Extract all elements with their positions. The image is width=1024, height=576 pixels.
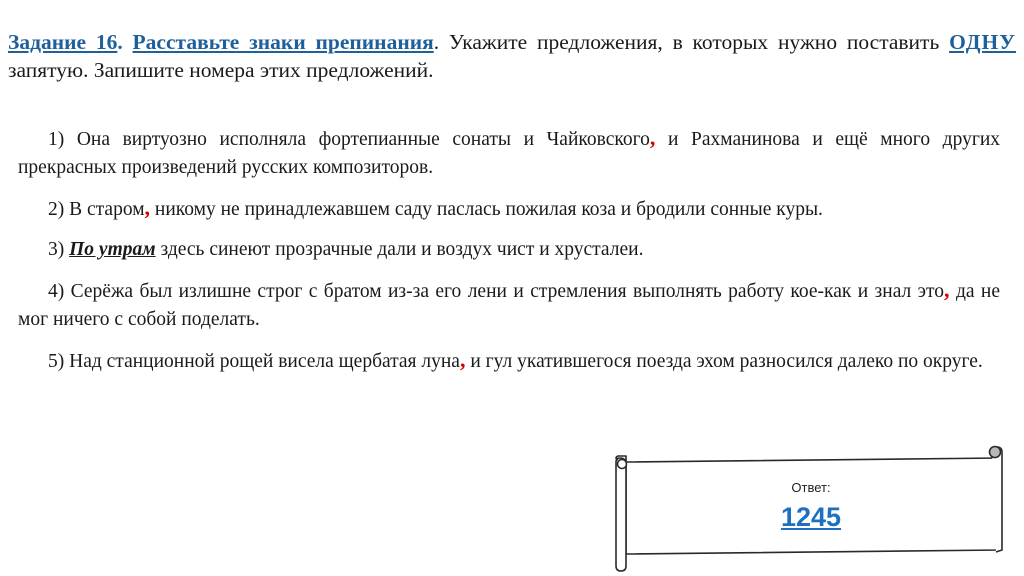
sentence-text: и гул укатившегося поезда эхом разносился далеко по округе. [465, 351, 983, 372]
sentence-text: 3) [48, 239, 70, 260]
emphasized-phrase: По утрам [69, 239, 156, 260]
task-intro-b: запятую. Запишите номера этих предложений. [8, 58, 434, 82]
sentence-item-5 [18, 346, 1000, 376]
sentence-text: и Рахманинова и ещё много других прекрасных произведений русских композиторов. [18, 129, 1000, 178]
sentence-text: 4) Серёжа был излишне строг с братом из-за его лени и стремления выполнять работу кое-как и знал это [48, 281, 945, 302]
answer-scroll [612, 438, 1010, 572]
sentence-text: 5) Над станционной рощей висела щербатая луна [48, 351, 460, 372]
inserted-comma: , [144, 195, 151, 220]
sentence-text: да не мог ничего с собой поделать. [18, 281, 1001, 330]
task-highlight-word: ОДНУ [949, 30, 1017, 54]
sentence-item-3 [18, 236, 1000, 264]
sentence-item-1 [18, 124, 1000, 182]
answer-value: 1245 [780, 502, 842, 532]
task-intro-a: . Укажите предложения, в которых нужно поставить [433, 30, 950, 54]
inserted-comma: , [459, 347, 466, 372]
sentence-text: 1) Она виртуозно исполняла фортепианные сонаты и Чайковского [48, 129, 650, 150]
sentence-item-4 [18, 276, 1000, 334]
sentence-text: никому не принадлежавшем саду паслась пожилая коза и бродили сонные куры. [150, 199, 823, 220]
task-number-dot: . [117, 30, 123, 54]
answer-label: Ответ: [791, 480, 831, 495]
inserted-comma: , [944, 277, 950, 302]
task-number: Задание 16 [8, 30, 118, 54]
sentence-item-2 [18, 194, 1000, 224]
sentence-list [18, 124, 1000, 376]
sentence-text: 2) В старом [48, 199, 145, 220]
task-header [8, 28, 1016, 84]
task-title: Расставьте знаки препинания [132, 30, 434, 54]
inserted-comma: , [649, 125, 656, 150]
sentence-text: здесь синеют прозрачные дали и воздух чист и хрусталеи. [155, 239, 644, 260]
